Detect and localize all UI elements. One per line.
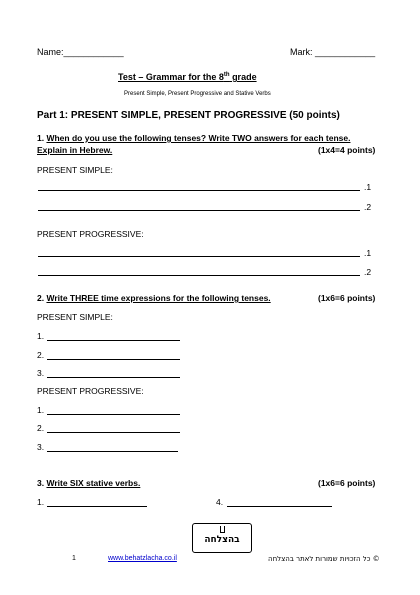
q2-progressive-num-3: 3. — [37, 442, 45, 452]
logo-mark-icon — [220, 526, 225, 533]
q2-simple-num-1: 1. — [37, 331, 45, 341]
q2-simple-num-3: 3. — [37, 368, 45, 378]
q1-present-simple-label: PRESENT SIMPLE: — [37, 165, 113, 175]
q1-text-line1: 1. When do you use the following tenses? Write TWO answers for each tense. — [37, 133, 351, 143]
q3-answer-4[interactable] — [227, 506, 332, 507]
page-subtitle: Present Simple, Present Progressive and Stative Verbs — [124, 91, 271, 97]
behatzlacha-logo — [192, 523, 252, 553]
page-number: 1 — [72, 555, 76, 562]
q3-points: (1x6=6 points) — [318, 478, 376, 488]
q1-simple-num-2: .2 — [364, 202, 372, 212]
q2-present-simple-label: PRESENT SIMPLE: — [37, 312, 113, 322]
q1-text-line2: Explain in Hebrew. — [37, 145, 113, 155]
q1-simple-answer-2[interactable] — [38, 210, 360, 211]
q2-simple-num-2: 2. — [37, 350, 45, 360]
q1-simple-answer-1[interactable] — [38, 190, 360, 191]
mark-blank[interactable]: ____________ — [315, 47, 376, 57]
q2-simple-answer-3[interactable] — [47, 377, 180, 378]
q2-progressive-answer-1[interactable] — [47, 414, 180, 415]
q2-simple-answer-2[interactable] — [47, 359, 180, 360]
q3-num-4: 4. — [216, 497, 224, 507]
q3-text: 3. Write SIX stative verbs. — [37, 478, 141, 488]
logo-text: בהצלחה — [204, 535, 240, 545]
q2-points: (1x6=6 points) — [318, 293, 376, 303]
q1-progressive-answer-2[interactable] — [38, 275, 360, 276]
q2-progressive-num-2: 2. — [37, 423, 45, 433]
q1-progressive-answer-1[interactable] — [38, 256, 360, 257]
q1-progressive-num-1: .1 — [364, 248, 372, 258]
q1-progressive-num-2: .2 — [364, 267, 372, 277]
name-label: Name:____________ — [37, 47, 124, 57]
q2-progressive-answer-2[interactable] — [47, 432, 180, 433]
q1-points: (1x4=4 points) — [318, 145, 376, 155]
q2-present-progressive-label: PRESENT PROGRESSIVE: — [37, 386, 144, 396]
q2-simple-answer-1[interactable] — [47, 340, 180, 341]
q2-progressive-answer-3[interactable] — [47, 451, 178, 452]
q3-answer-1[interactable] — [47, 506, 147, 507]
mark-label: Mark: ____________ — [290, 47, 376, 57]
page-title: Test – Grammar for the 8th grade — [118, 72, 257, 82]
site-link[interactable]: www.behatzlacha.co.il — [108, 555, 177, 562]
name-blank[interactable]: ____________ — [63, 47, 124, 57]
q1-present-progressive-label: PRESENT PROGRESSIVE: — [37, 229, 144, 239]
q2-text: 2. Write THREE time expressions for the following tenses. — [37, 293, 271, 303]
q2-progressive-num-1: 1. — [37, 405, 45, 415]
q3-num-1: 1. — [37, 497, 45, 507]
part1-title: Part 1: PRESENT SIMPLE, PRESENT PROGRESSIVE (50 points) — [37, 110, 340, 121]
q1-simple-num-1: .1 — [364, 182, 372, 192]
copyright-text: כל הזכויות שמורות לאתר בהצלחה © — [268, 555, 380, 563]
